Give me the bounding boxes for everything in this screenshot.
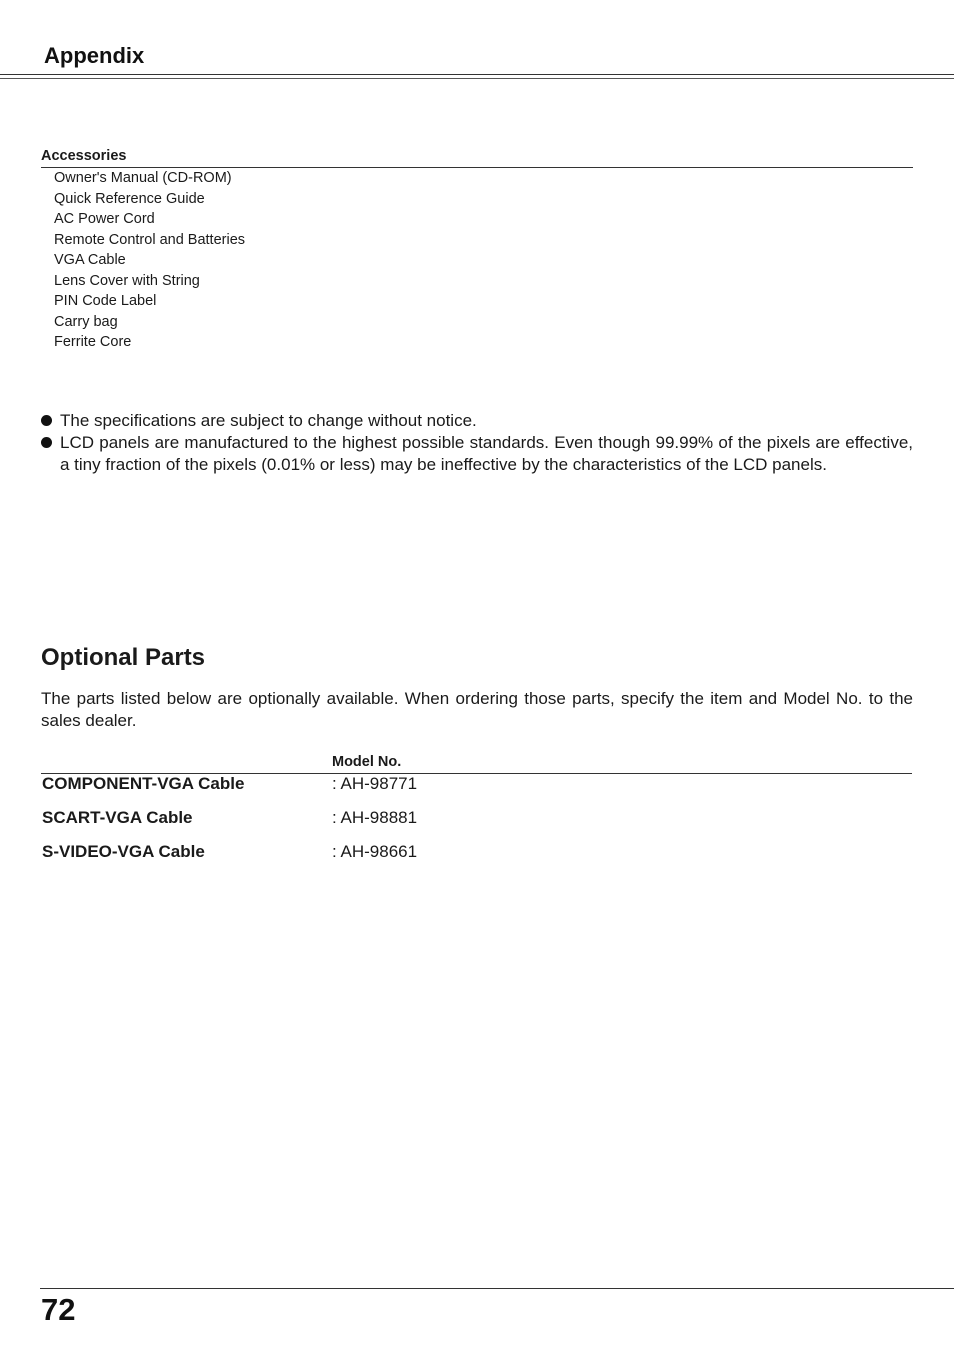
section-title: Appendix xyxy=(44,43,145,68)
note-text: The specifications are subject to change without notice. xyxy=(60,411,477,430)
header-rule xyxy=(0,74,954,75)
header-rule-thin xyxy=(0,78,954,79)
part-name: COMPONENT-VGA Cable xyxy=(42,774,245,793)
table-row xyxy=(42,772,902,796)
note-item xyxy=(41,410,913,432)
list-item: PIN Code Label xyxy=(54,293,157,309)
list-item: Quick Reference Guide xyxy=(54,190,205,207)
list-item: VGA Cable xyxy=(54,252,126,268)
accessories-title: Accessories xyxy=(41,148,127,164)
model-no-header: Model No. xyxy=(332,754,402,770)
accessories-list xyxy=(54,168,245,353)
part-model: : AH-98881 xyxy=(332,808,418,827)
note-text: LCD panels are manufactured to the highest possible standards. Even though 99.99% of the pixels are effective, a tiny fraction of the pixels (0.01% or less) may be ineffective by the characteristics of the LCD panels. xyxy=(60,433,913,474)
list-item: Remote Control and Batteries xyxy=(54,231,246,248)
list-item: Ferrite Core xyxy=(54,334,132,350)
bullet-icon xyxy=(41,437,52,448)
part-name: SCART-VGA Cable xyxy=(42,808,193,827)
bullet-icon xyxy=(41,415,52,426)
footer-rule xyxy=(40,1288,954,1289)
page-number: 72 xyxy=(41,1292,76,1327)
list-item: Carry bag xyxy=(54,313,118,330)
notes-list xyxy=(41,410,913,476)
optional-parts-title: Optional Parts xyxy=(41,644,206,671)
note-item xyxy=(41,432,913,476)
list-item: Owner's Manual (CD-ROM) xyxy=(54,170,232,186)
list-item: AC Power Cord xyxy=(54,211,155,227)
part-model: : AH-98771 xyxy=(332,774,418,793)
list-item: Lens Cover with String xyxy=(54,272,200,289)
part-name: S-VIDEO-VGA Cable xyxy=(42,842,205,861)
table-row xyxy=(42,840,902,864)
part-model: : AH-98661 xyxy=(332,842,418,861)
table-row xyxy=(42,806,902,830)
optional-parts-intro: The parts listed below are optionally available. When ordering those parts, specify the item and Model No. to the sales dealer. xyxy=(41,689,913,730)
